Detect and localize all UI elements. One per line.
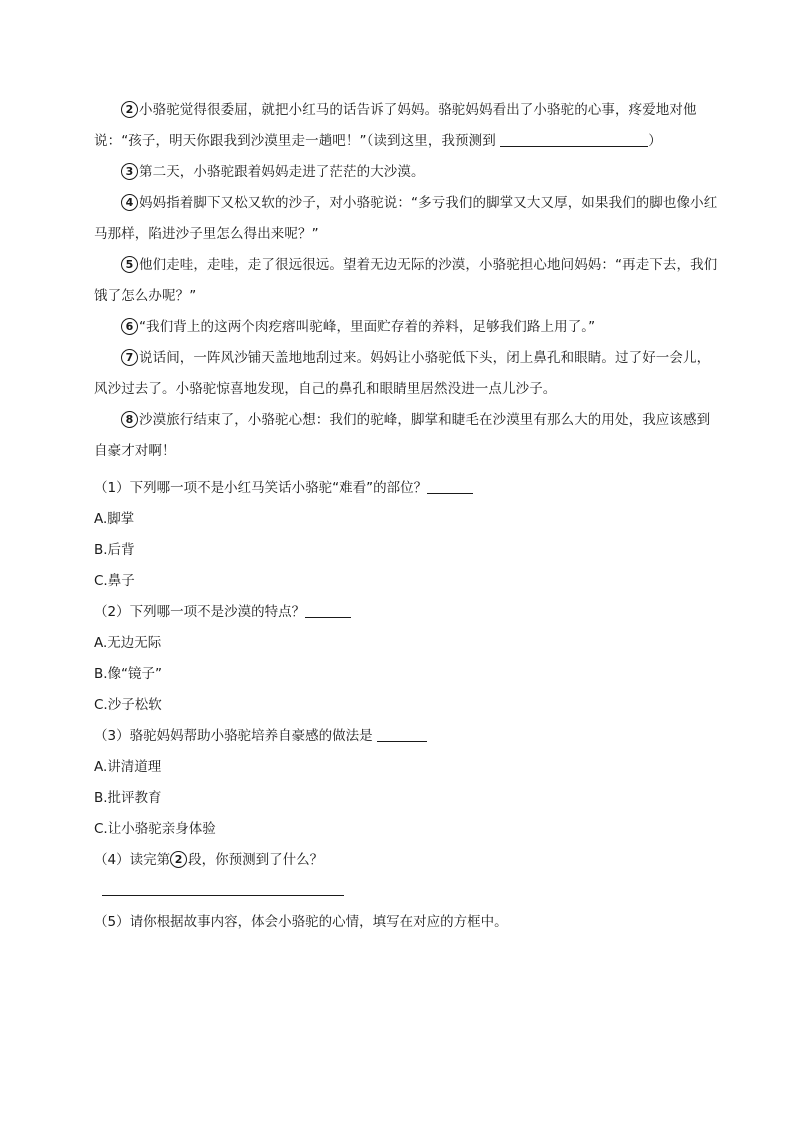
answer-blank-1[interactable]: [427, 479, 473, 494]
paragraph-8: [94, 405, 722, 467]
paragraph-number: 5: [121, 256, 138, 273]
question-5-stem: （5）请你根据故事内容，体会小骆驼的心情，填写在对应的方框中。: [94, 914, 508, 930]
paragraph-text: 说话间，一阵风沙铺天盖地地刮过来。妈妈让小骆驼低下头，闭上鼻孔和眼睛。过了好一会儿，风沙过去了。小骆驼惊喜地发现，自己的鼻孔和眼睛里居然没进一点儿沙子。: [94, 350, 711, 397]
answer-blank-3[interactable]: [377, 727, 427, 742]
question-3-stem: （3）骆驼妈妈帮助小骆驼培养自豪感的做法是: [94, 726, 722, 746]
option-3b: B.批评教育: [94, 790, 162, 806]
option-2c: C.沙子松软: [94, 697, 162, 713]
paragraph-5: [94, 250, 722, 312]
option-2a: A.无边无际: [94, 635, 162, 651]
paragraph-3: [94, 157, 722, 188]
prediction-blank[interactable]: [500, 132, 648, 147]
paragraph-text: 沙漠旅行结束了，小骆驼心想：我们的驼峰，脚掌和睫毛在沙漠里有那么大的用处，我应该感到自豪才对啊！: [94, 412, 711, 459]
paragraph-7: [94, 343, 722, 405]
paragraph-4: [94, 188, 722, 250]
question-4-stem: （4）读完第 2 段，你预测到了什么？: [94, 852, 324, 868]
option-1b: B.后背: [94, 542, 135, 558]
question-1-stem: （1）下列哪一项不是小红马笑话小骆驼“难看”的部位？: [94, 478, 722, 498]
paragraph-number: 8: [121, 411, 138, 428]
paragraph-number: 4: [121, 194, 138, 211]
option-1c: C.鼻子: [94, 573, 135, 589]
question-2-stem: （2）下列哪一项不是沙漠的特点？: [94, 602, 722, 622]
paragraph-text: “我们背上的这两个肉疙瘩叫驼峰，里面贮存着的养料，足够我们路上用了。”: [139, 319, 596, 335]
paragraph-2: [94, 95, 722, 157]
paragraph-close: ）: [648, 133, 662, 149]
paragraph-text: 他们走哇，走哇，走了很远很远。望着无边无际的沙漠，小骆驼担心地问妈妈：“再走下去，我们饿了怎么办呢？”: [94, 257, 718, 304]
paragraph-text: 第二天，小骆驼跟着妈妈走进了茫茫的大沙漠。: [139, 164, 425, 180]
paragraph-number: 3: [121, 163, 138, 180]
paragraph-6: [94, 312, 722, 343]
option-2b: B.像“镜子”: [94, 666, 163, 682]
paragraph-number: 2: [121, 101, 138, 118]
option-3c: C.让小骆驼亲身体验: [94, 821, 216, 837]
option-1a: A.脚掌: [94, 511, 135, 527]
paragraph-number: 7: [121, 349, 138, 366]
option-3a: A.讲清道理: [94, 759, 162, 775]
paragraph-text: 小骆驼觉得很委屈，就把小红马的话告诉了妈妈。骆驼妈妈看出了小骆驼的心事，疼爱地对他说：“孩子，明天你跟我到沙漠里走一趟吧！”（读到这里，我预测到: [94, 102, 697, 149]
paragraph-number: 6: [121, 318, 138, 335]
answer-line-4[interactable]: [102, 895, 344, 896]
paragraph-number: 2: [170, 851, 187, 868]
answer-blank-2[interactable]: [305, 603, 351, 618]
paragraph-text: 妈妈指着脚下又松又软的沙子，对小骆驼说：“多亏我们的脚掌又大又厚，如果我们的脚也像小红马那样，陷进沙子里怎么得出来呢？”: [94, 195, 718, 242]
